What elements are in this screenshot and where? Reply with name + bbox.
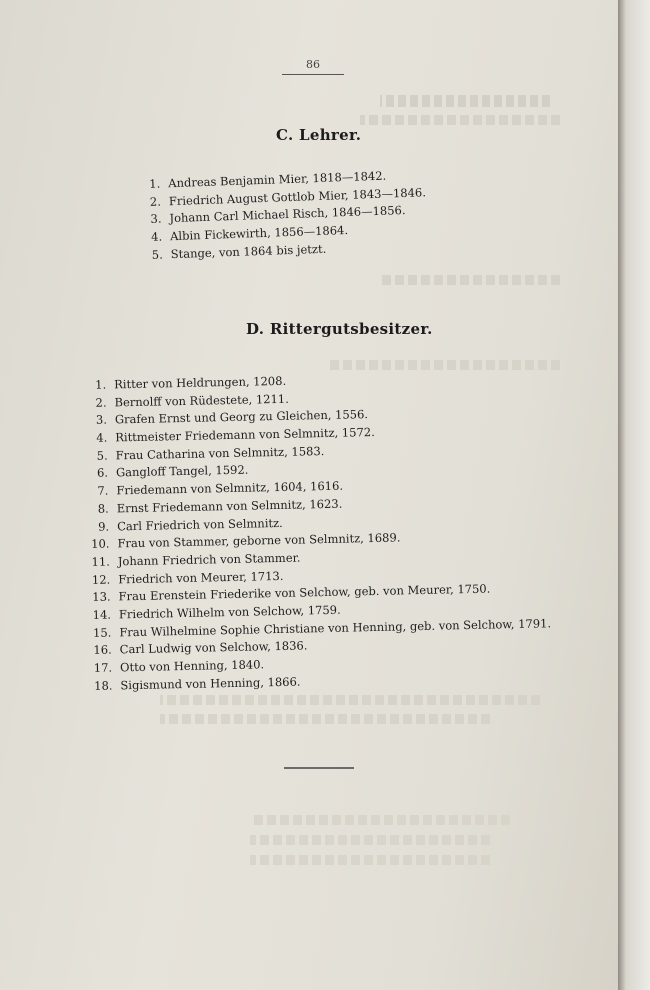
- bleed-through: [380, 95, 550, 107]
- item-text: Grafen Ernst und Georg zu Gleichen, 1556.: [114, 407, 369, 427]
- item-text: Andreas Benjamin Mier, 1818—1842.: [168, 168, 387, 191]
- item-text: Ritter von Heldrungen, 1208.: [114, 373, 287, 392]
- page-number-rule: [282, 74, 344, 75]
- bleed-through: [160, 714, 490, 724]
- item-number: 10.: [91, 536, 110, 552]
- item-text: Frau von Stammer, geborne von Selmnitz, 1689.: [117, 530, 401, 551]
- item-number: 5.: [151, 247, 163, 262]
- item-text: Friedrich von Meurer, 1713.: [118, 568, 284, 586]
- item-number: 14.: [92, 607, 112, 622]
- page-edge: [618, 0, 650, 990]
- item-number: 13.: [92, 589, 111, 605]
- section-c-heading: C. Lehrer.: [276, 126, 362, 144]
- bleed-through: [160, 695, 540, 705]
- page-number: 86: [306, 58, 320, 71]
- estate-owners-list: [86, 367, 552, 695]
- item-text: Ernst Friedemann von Selmnitz, 1623.: [116, 496, 343, 516]
- item-text: Friedrich Wilhelm von Selchow, 1759.: [118, 602, 341, 622]
- item-text: Carl Ludwig von Selchow, 1836.: [119, 638, 308, 657]
- item-text: Frau Wilhelmine Sophie Christiane von Henning, geb. von Selchow, 1791.: [119, 615, 552, 639]
- item-number: 17.: [93, 660, 113, 675]
- item-text: Rittmeister Friedemann von Selmnitz, 1572.: [115, 425, 375, 445]
- item-text: Frau Catharina von Selmnitz, 1583.: [115, 443, 325, 463]
- item-number: 18.: [94, 678, 113, 693]
- item-text: Friedemann von Selmnitz, 1604, 1616.: [116, 478, 344, 498]
- item-text: Bernolff von Rüdestete, 1211.: [114, 391, 289, 410]
- closing-rule: [284, 767, 354, 769]
- item-number: 15.: [92, 625, 112, 640]
- item-text: Johann Carl Michael Risch, 1846—1856.: [169, 203, 406, 226]
- item-number: 5.: [96, 448, 108, 463]
- item-number: 9.: [97, 519, 110, 534]
- item-number: 2.: [149, 194, 162, 209]
- item-number: 1.: [95, 377, 107, 392]
- bleed-through: [250, 855, 490, 865]
- item-text: Sigismund von Henning, 1866.: [120, 674, 301, 693]
- bleed-through: [250, 835, 490, 845]
- item-text: Johann Friedrich von Stammer.: [117, 550, 301, 569]
- item-number: 6.: [96, 465, 109, 481]
- item-text: Otto von Henning, 1840.: [119, 657, 265, 675]
- item-number: 8.: [97, 501, 109, 516]
- item-text: Frau Erenstein Friederike von Selchow, geb. von Meurer, 1750.: [118, 581, 491, 604]
- item-number: 1.: [149, 176, 161, 191]
- item-number: 3.: [150, 211, 162, 227]
- section-d-heading: D. Rittergutsbesitzer.: [246, 320, 433, 338]
- item-number: 4.: [150, 229, 163, 244]
- item-number: 2.: [95, 395, 107, 410]
- item-number: 16.: [93, 642, 112, 658]
- item-number: 7.: [97, 483, 109, 498]
- item-number: 11.: [91, 554, 111, 569]
- item-text: Albin Fickewirth, 1856—1864.: [169, 223, 349, 244]
- teachers-list: [146, 166, 428, 264]
- bleed-through: [380, 275, 560, 285]
- bleed-through: [250, 815, 510, 825]
- item-text: Stange, von 1864 bis jetzt.: [170, 241, 327, 261]
- item-number: 12.: [91, 572, 111, 587]
- item-text: Carl Friedrich von Selmnitz.: [116, 515, 283, 533]
- item-text: Gangloff Tangel, 1592.: [115, 463, 249, 480]
- item-number: 4.: [96, 430, 108, 445]
- bleed-through: [360, 115, 560, 125]
- item-text: Friedrich August Gottlob Mier, 1843—1846.: [168, 184, 427, 208]
- item-number: 3.: [95, 412, 108, 428]
